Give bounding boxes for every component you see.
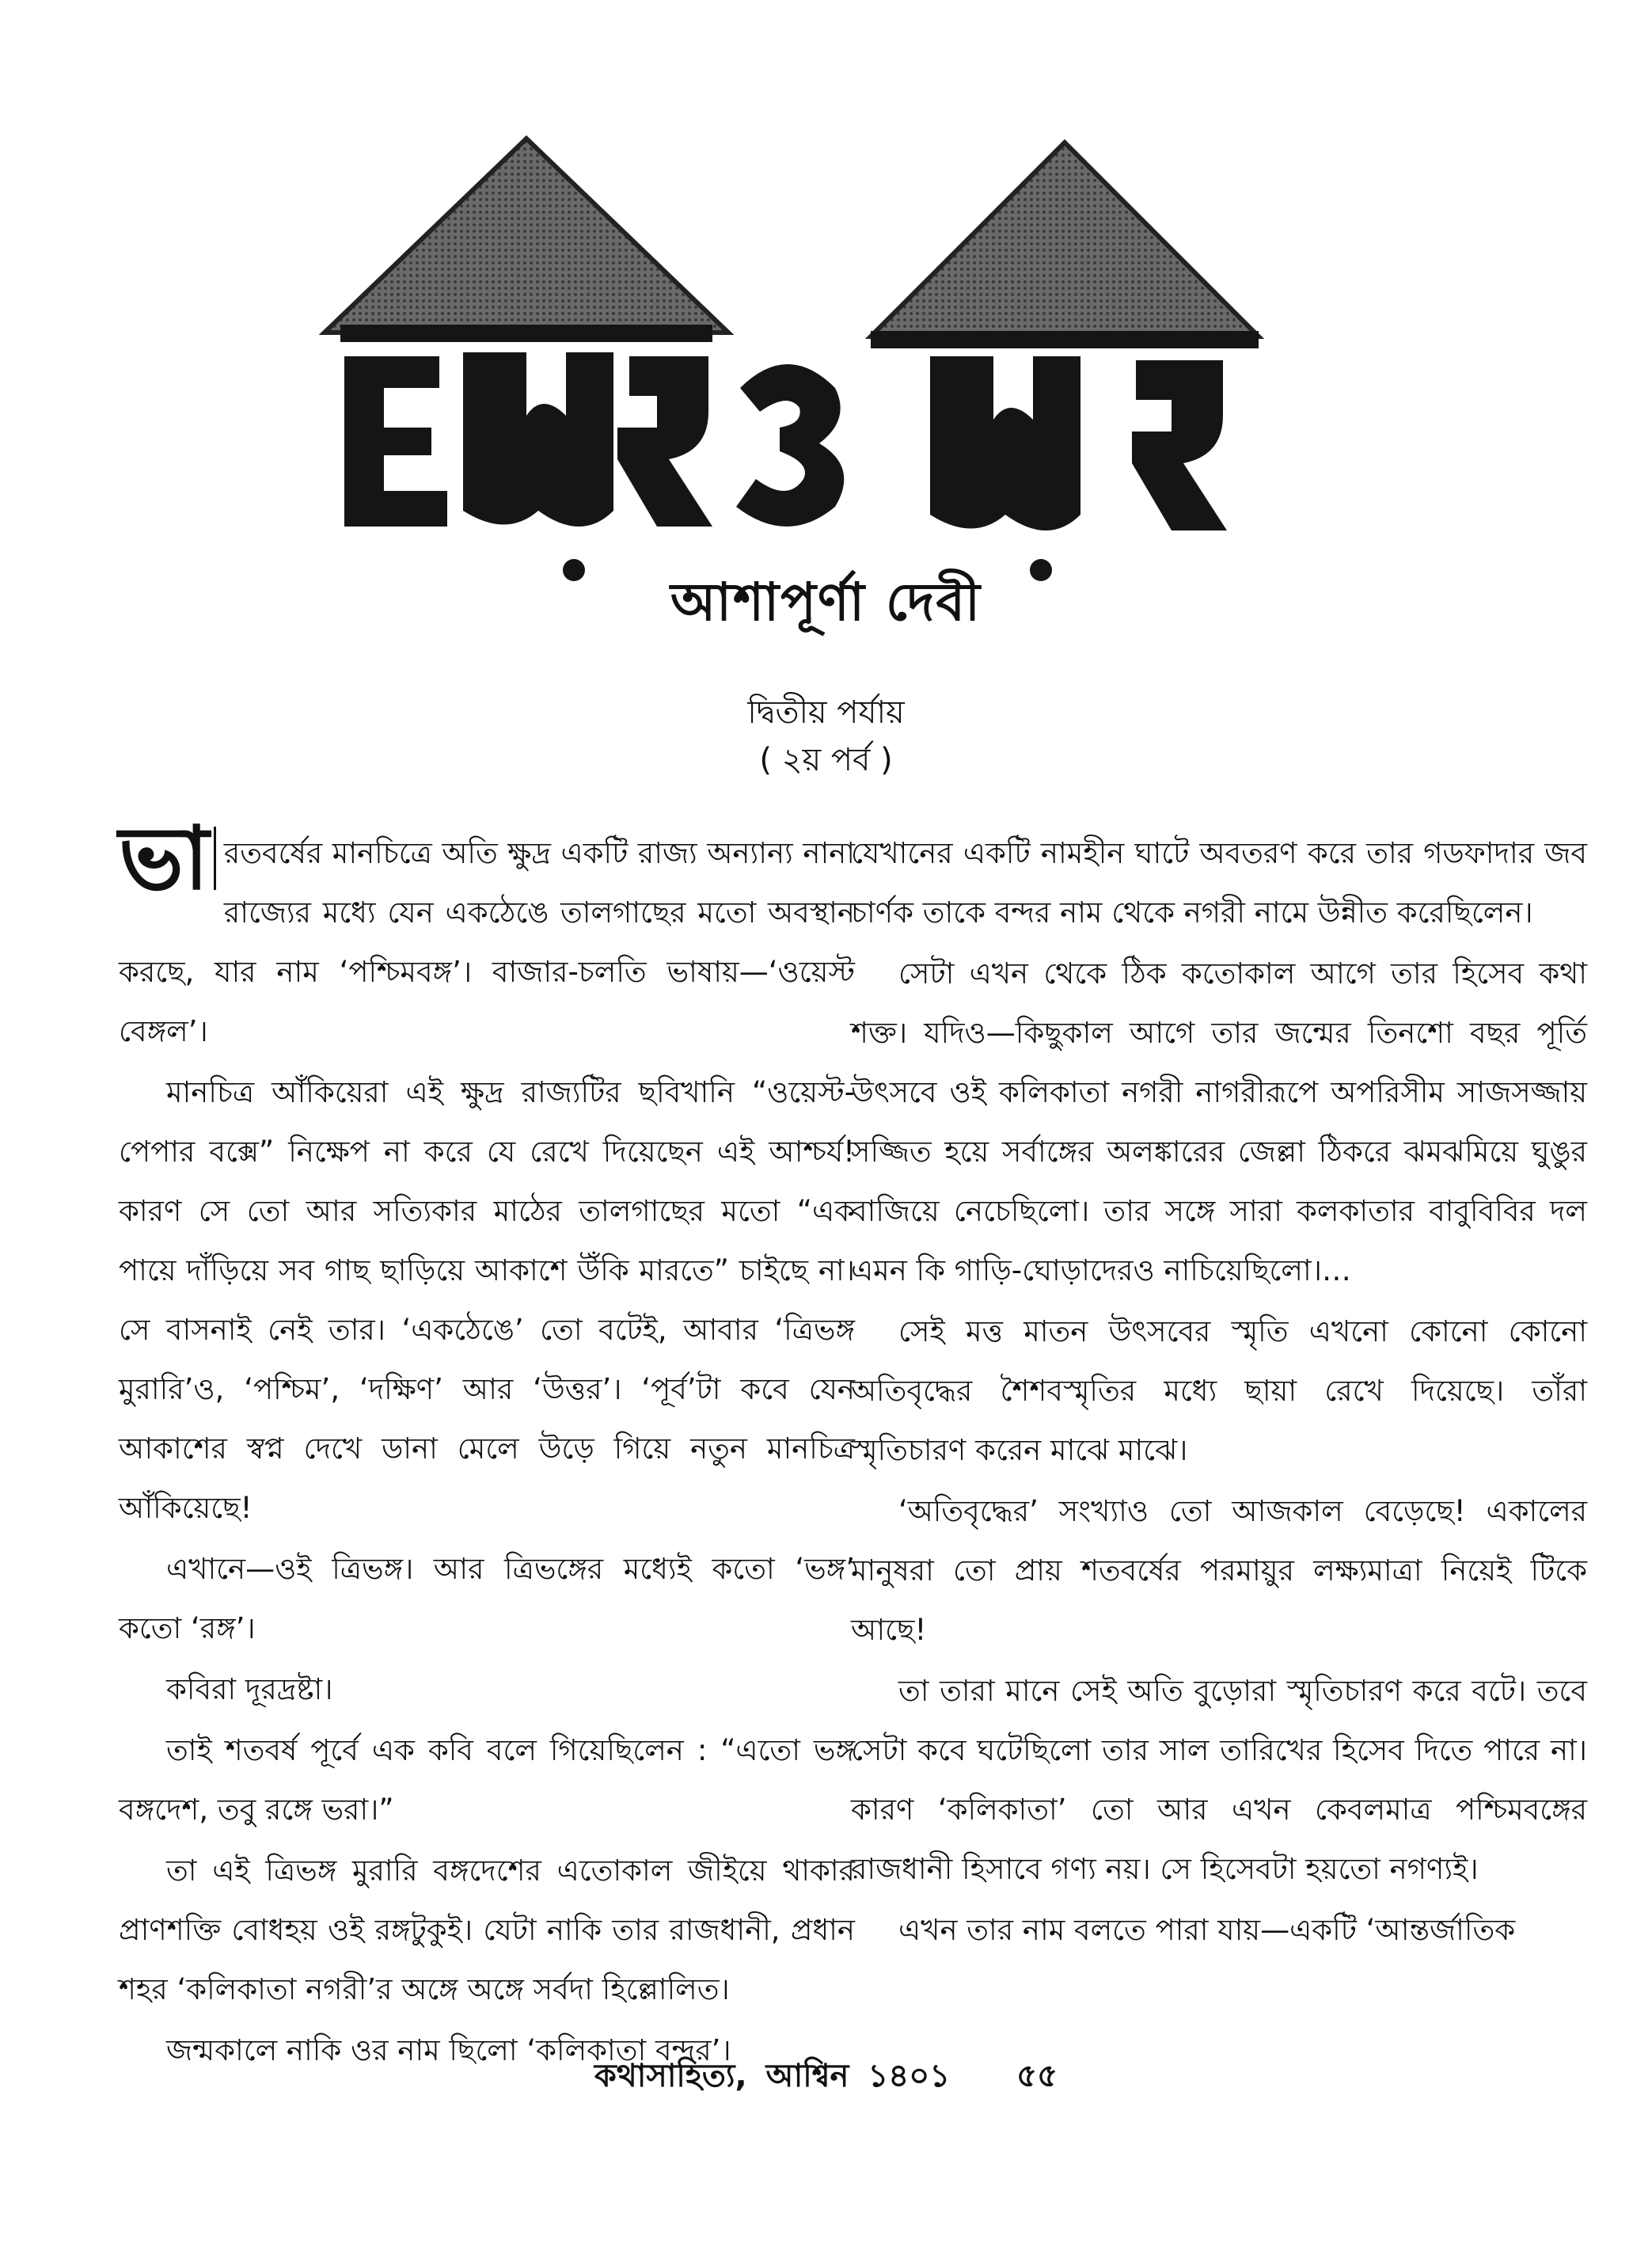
article-paragraph: সেই মত্ত মাতন উৎসবের স্মৃতি এখনো কোনো কোনো অতিবৃদ্ধের শৈশবস্মৃতির মধ্যে ছায়া রেখে দিয়েছে। তাঁরা স্মৃতিচারণ করেন মাঝে মাঝে। [851,1314,1587,1467]
house-right-roof [871,143,1259,337]
article-paragraph: তা এই ত্রিভঙ্গ মুরারি বঙ্গদেশের এতোকাল জীইয়ে থাকার প্রাণশক্তি বোধহয় ওই রঙ্গটুকুই। যেটা নাকি তার রাজধানী, প্রধান শহর ‘কলিকাতা নগরী’র অঙ্গে অঙ্গে সর্বদা হিল্লোলিত। [119,1854,855,2006]
article-paragraph: তাই শতবর্ষ পূর্বে এক কবি বলে গিয়েছিলেন : “এতো ভঙ্গ বঙ্গদেশ, তবু রঙ্গে ভরা।” [119,1733,855,1827]
article-paragraph: এখানে—ওই ত্রিভঙ্গ। আর ত্রিভঙ্গের মধ্যেই কতো ‘ভঙ্গ’ কতো ‘রঙ্গ’। [119,1552,855,1645]
article-paragraph: ‘অতিবৃদ্ধের’ সংখ্যাও তো আজকাল বেড়েছে! একালের মানুষরা তো প্রায় শতবর্ষের পরমায়ুর লক্ষ্যমাত্রা নিয়েই টিকে আছে! [851,1494,1587,1647]
article-paragraph: মানচিত্র আঁকিয়েরা এই ক্ষুদ্র রাজ্যটির ছবিখানি “ওয়েস্ট-পেপার বক্সে” নিক্ষেপ না করে যে রেখে দিয়েছেন এই আশ্চর্য! কারণ সে তো আর সত্যিকার মাঠের তালগাছের মতো “এক পায়ে দাঁড়িয়ে সব গাছ ছাড়িয়ে আকাশে উঁকি মারতে” চাইছে না। সে বাসনাই নেই তার। ‘একঠেঙে’ তো বটেই, আবার ‘ত্রিভঙ্গ মুরারি’ও, ‘পশ্চিম’, ‘দক্ষিণ’ আর ‘উত্তর’। ‘পূর্ব’টা কবে যেন আকাশের স্বপ্ন দেখে ডানা মেলে উড়ে গিয়ে নতুন মানচিত্র আঁকিয়েছে! [119,1075,855,1525]
article-paragraph: কবিরা দূরদ্রষ্টা। [166,1672,333,1706]
article-column-right [851,823,1587,1961]
article-paragraph: তা তারা মানে সেই অতি বুড়োরা স্মৃতিচারণ করে বটে। তবে সেটা কবে ঘটেছিলো তার সাল তারিখের হিসেব দিতে পারে না। কারণ ‘কলিকাতা’ তো আর এখন কেবলমাত্র পশ্চিমবঙ্গের রাজধানী হিসাবে গণ্য নয়। সে হিসেবটা হয়তো নগণ্যই। [851,1674,1587,1886]
article-paragraph: এখন তার নাম বলতে পারা যায়—একটি ‘আন্তর্জাতিক [898,1913,1516,1947]
article-paragraph: সেটা এখন থেকে ঠিক কতোকাল আগে তার হিসেব কথা শক্ত। যদিও—কিছুকাল আগে তার জন্মের তিনশো বছর পূর্তি উৎসবে ওই কলিকাতা নগরী নাগরীরূপে অপরিসীম সাজসজ্জায় সজ্জিত হয়ে সর্বাঙ্গের অলঙ্কারের জেল্লা ঠিকরে ঝমঝমিয়ে ঘুঙুর বাজিয়ে নেচেছিলো। তার সঙ্গে সারা কলকাতার বাবুবিবির দল এমন কি গাড়ি-ঘোড়াদেরও নাচিয়েছিলো।… [851,956,1587,1287]
author-name: আশাপূর্ণা দেবী [670,572,982,633]
article-column-left [119,808,855,2082]
page-number: ৫৫ [1016,2058,1058,2094]
title-lettering [340,325,1259,581]
page-footer [0,2051,1652,2104]
house-left-roof [325,139,728,333]
article-paragraph: যেখানের একটি নামহীন ঘাটে অবতরণ করে তার গডফাদার জব চার্ণক তাকে বন্দর নাম থেকে নগরী নামে উন্নীত করেছিলেন। [851,836,1587,930]
article-paragraph: জন্মকালে নাকি ওর নাম ছিলো ‘কলিকাতা বন্দর’। [166,2033,731,2067]
section-subtitle [0,689,1652,784]
part-label: ( ২য় পর্ব ) [759,742,893,778]
section-label: দ্বিতীয় পর্যায় [747,694,905,731]
article-paragraph [119,808,855,1061]
paragraph-text: রতবর্ষের মানচিত্রে অতি ক্ষুদ্র একটি রাজ্য অন্যান্য নানা রাজ্যের মধ্যে যেন একঠেঙে তালগাছের মতো অবস্থান করছে, যার নাম ‘পশ্চিমবঙ্গ’। বাজার-চলতি ভাষায়—‘ওয়েস্ট বেঙ্গল’। [119,836,855,1048]
drop-cap: ভা [119,827,216,890]
magazine-name: কথাসাহিত্য, আশ্বিন ১৪০১ [594,2058,951,2094]
title-artwork [313,127,1310,618]
